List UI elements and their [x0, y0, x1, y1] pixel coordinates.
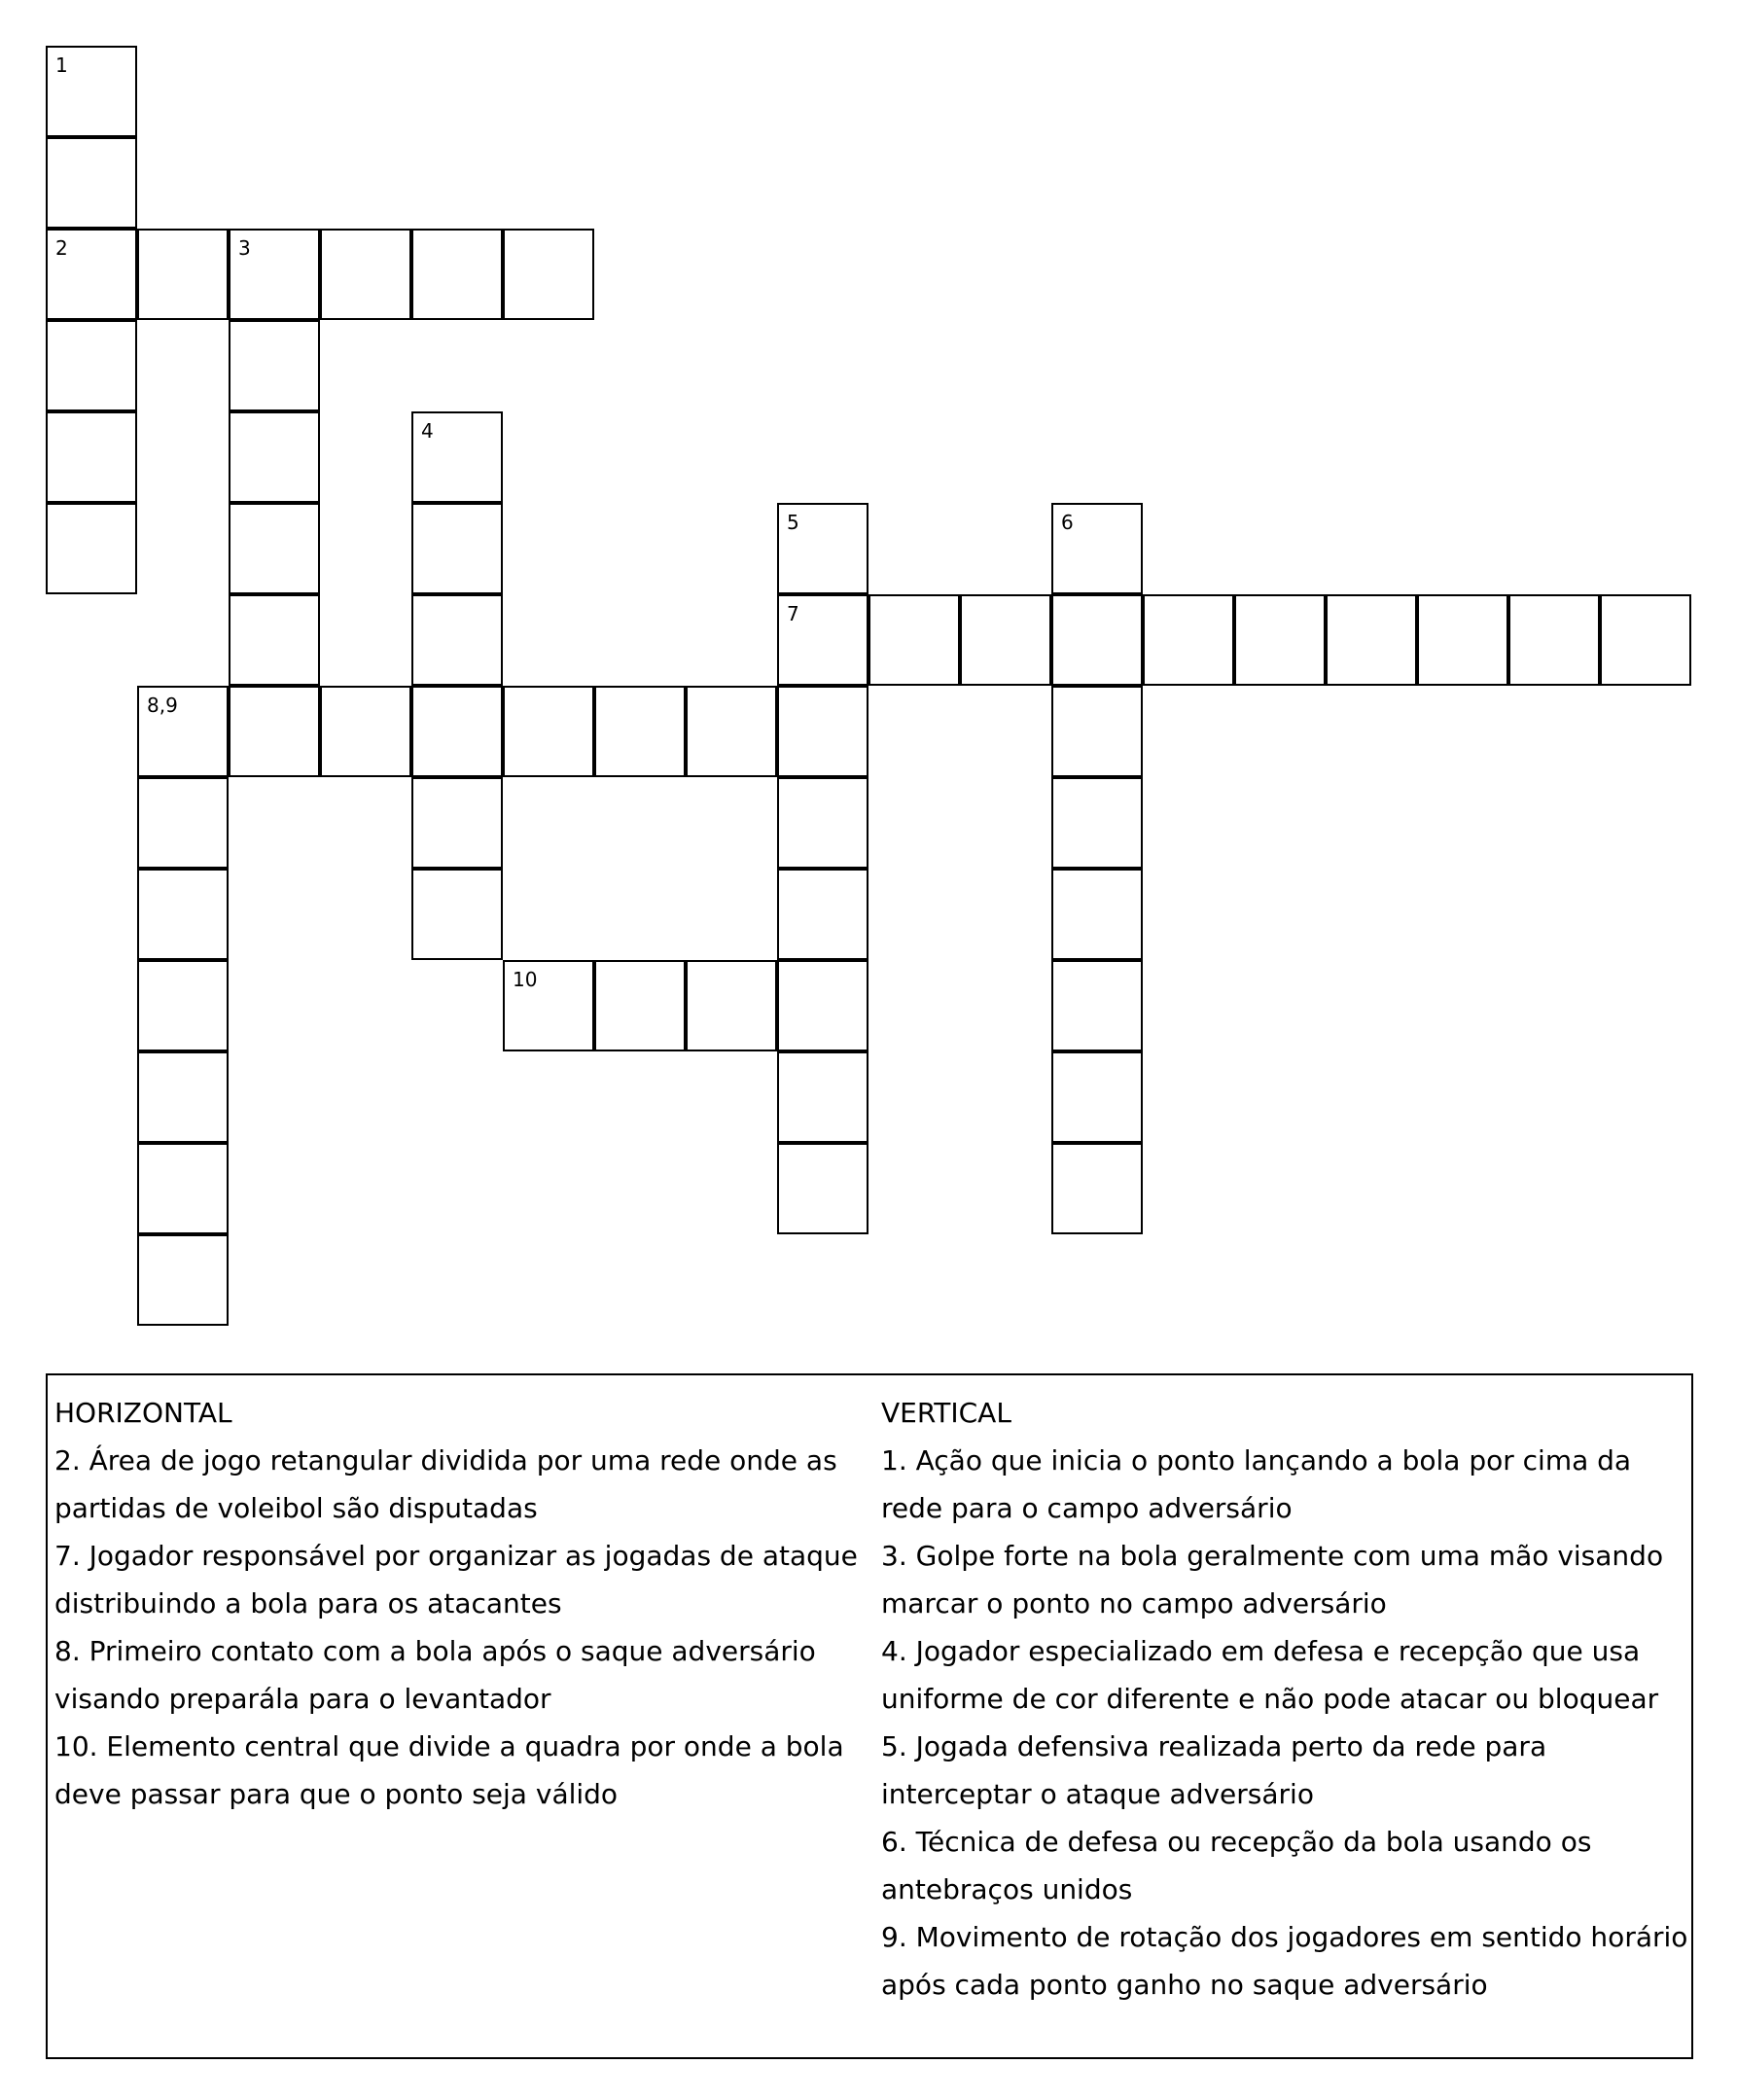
crossword-cell[interactable]: [411, 594, 503, 686]
clue-v-9: 9. Movimento de rotação dos jogadores em sentido horário após cada ponto ganho no saque adversário: [881, 1921, 1688, 2001]
cell-number: 5: [787, 511, 799, 534]
crossword-cell[interactable]: [686, 686, 777, 777]
cell-number: 6: [1061, 511, 1074, 534]
crossword-cell[interactable]: [960, 594, 1051, 686]
clue-v-5: 5. Jogada defensiva realizada perto da rede para interceptar o ataque adversário: [881, 1730, 1547, 1810]
crossword-cell[interactable]: [46, 229, 137, 320]
crossword-cell[interactable]: [137, 1143, 229, 1234]
crossword-cell[interactable]: [1143, 594, 1234, 686]
crossword-cell[interactable]: [137, 777, 229, 869]
clue-h-2: 2. Área de jogo retangular dividida por uma rede onde as partidas de voleibol são disputadas: [54, 1444, 837, 1524]
crossword-cell[interactable]: [1051, 686, 1143, 777]
crossword-cell[interactable]: [411, 229, 503, 320]
clue-v-1: 1. Ação que inicia o ponto lançando a bola por cima da rede para o campo adversário: [881, 1444, 1632, 1524]
crossword-cell[interactable]: [320, 686, 411, 777]
vertical-clues: [881, 1389, 1688, 2009]
crossword-cell[interactable]: [777, 686, 868, 777]
crossword-cell[interactable]: [46, 46, 137, 137]
crossword-cell[interactable]: [229, 503, 320, 594]
cell-number: 7: [787, 602, 799, 625]
crossword-cell[interactable]: [229, 229, 320, 320]
crossword-cell[interactable]: [46, 503, 137, 594]
crossword-cell[interactable]: [229, 594, 320, 686]
cell-number: 3: [238, 236, 251, 260]
crossword-cell[interactable]: [46, 320, 137, 411]
crossword-cell[interactable]: [46, 411, 137, 503]
crossword-cell[interactable]: [137, 960, 229, 1051]
cell-number: 4: [421, 419, 434, 443]
crossword-cell[interactable]: [777, 1143, 868, 1234]
crossword-cell[interactable]: [686, 960, 777, 1051]
horizontal-title: HORIZONTAL: [54, 1397, 232, 1429]
clues-box: [46, 1373, 1693, 2059]
clue-v-4: 4. Jogador especializado em defesa e recepção que usa uniforme de cor diferente e não pode atacar ou bloquear: [881, 1635, 1659, 1715]
crossword-cell[interactable]: [320, 229, 411, 320]
cell-number: 1: [55, 53, 68, 77]
clue-h-10: 10. Elemento central que divide a quadra por onde a bola deve passar para que o ponto seja válido: [54, 1730, 844, 1810]
crossword-cell[interactable]: [777, 503, 868, 594]
clue-h-7: 7. Jogador responsável por organizar as jogadas de ataque distribuindo a bola para os atacantes: [54, 1540, 858, 1619]
crossword-cell[interactable]: [594, 960, 686, 1051]
cell-number: 2: [55, 236, 68, 260]
crossword-cell[interactable]: [229, 320, 320, 411]
crossword-cell[interactable]: [1600, 594, 1691, 686]
crossword-cell[interactable]: [777, 777, 868, 869]
crossword-cell[interactable]: [1051, 1143, 1143, 1234]
crossword-cell[interactable]: [1051, 960, 1143, 1051]
crossword-cell[interactable]: [1508, 594, 1600, 686]
crossword-cell[interactable]: [411, 503, 503, 594]
crossword-cell[interactable]: [411, 686, 503, 777]
crossword-cell[interactable]: [1051, 503, 1143, 594]
crossword-cell[interactable]: [777, 1051, 868, 1143]
crossword-cell[interactable]: [503, 229, 594, 320]
clue-h-8: 8. Primeiro contato com a bola após o saque adversário visando preparála para o levantador: [54, 1635, 816, 1715]
crossword-cell[interactable]: [137, 1051, 229, 1143]
crossword-cell[interactable]: [777, 594, 868, 686]
crossword-cell[interactable]: [1326, 594, 1417, 686]
crossword-cell[interactable]: [777, 869, 868, 960]
crossword-cell[interactable]: [137, 229, 229, 320]
crossword-cell[interactable]: [411, 411, 503, 503]
crossword-cell[interactable]: [503, 960, 594, 1051]
crossword-cell[interactable]: [137, 1234, 229, 1326]
crossword-cell[interactable]: [594, 686, 686, 777]
crossword-cell[interactable]: [503, 686, 594, 777]
crossword-cell[interactable]: [229, 686, 320, 777]
horizontal-clues: [54, 1389, 871, 1818]
crossword-cell[interactable]: [868, 594, 960, 686]
cell-number: 8,9: [147, 694, 178, 717]
crossword-cell[interactable]: [46, 137, 137, 229]
crossword-cell[interactable]: [1234, 594, 1326, 686]
crossword-cell[interactable]: [1051, 869, 1143, 960]
crossword-cell[interactable]: [137, 686, 229, 777]
crossword-cell[interactable]: [411, 869, 503, 960]
crossword-cell[interactable]: [1051, 777, 1143, 869]
cell-number: 10: [513, 968, 538, 991]
crossword-cell[interactable]: [777, 960, 868, 1051]
crossword-cell[interactable]: [411, 777, 503, 869]
crossword-cell[interactable]: [1417, 594, 1508, 686]
clue-v-6: 6. Técnica de defesa ou recepção da bola usando os antebraços unidos: [881, 1826, 1592, 1905]
crossword-cell[interactable]: [1051, 594, 1143, 686]
crossword-cell[interactable]: [137, 869, 229, 960]
vertical-title: VERTICAL: [881, 1397, 1011, 1429]
crossword-cell[interactable]: [229, 411, 320, 503]
clue-v-3: 3. Golpe forte na bola geralmente com uma mão visando marcar o ponto no campo adversário: [881, 1540, 1664, 1619]
crossword-cell[interactable]: [1051, 1051, 1143, 1143]
